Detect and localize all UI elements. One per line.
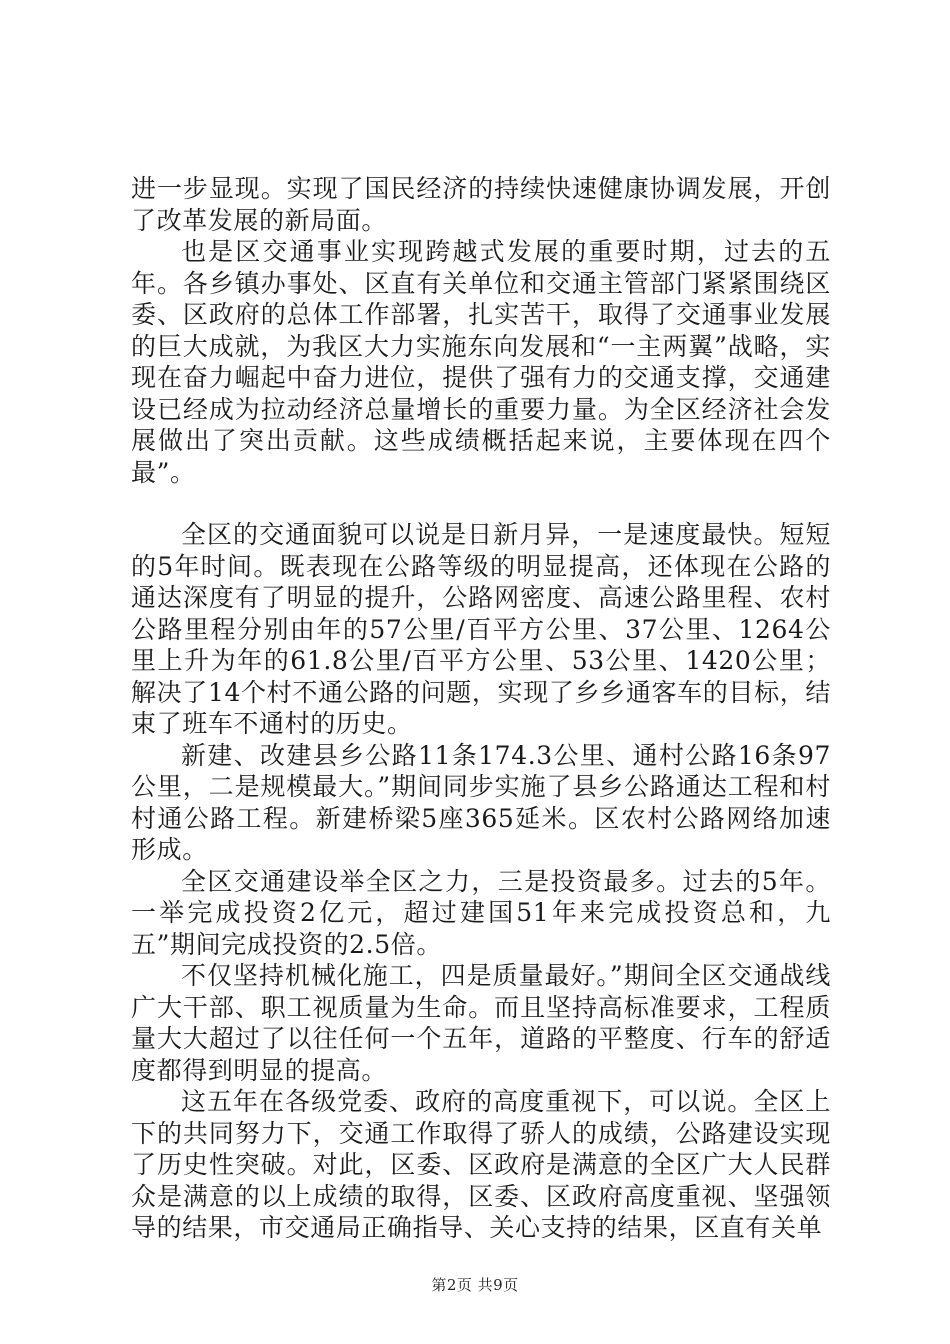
paragraph-3: 全区的交通面貌可以说是日新月异，一是速度最快。短短的5年时间。既表现在公路等级的明显提高，还体现在公路的通达深度有了明显的提升，公路网密度、高速公路里程、农村公路里程分别由年的57公里/百平方公里、37公里、1264公里上升为年的61.8公里/百平方公里、53公里、1420公里；解决了14个村不通公路的问题，实现了乡乡通客车的目标，结束了班车不通村的历史。 (131, 520, 831, 738)
document-body (131, 173, 831, 1244)
page-number-footer: 第2页 共9页 (431, 1276, 519, 1294)
paragraph-4: 新建、改建县乡公路11条174.3公里、通村公路16条97公里，二是规模最大。”期间同步实施了县乡公路通达工程和村村通公路工程。新建桥梁5座365延米。区农村公路网络加速形成。 (131, 740, 831, 864)
paragraph-6: 不仅坚持机械化施工，四是质量最好。”期间全区交通战线广大干部、职工视质量为生命。而且坚持高标准要求，工程质量大大超过了以往任何一个五年，道路的平整度、行车的舒适度都得到明显的提高。 (131, 961, 831, 1085)
paragraph-5: 全区交通建设举全区之力，三是投资最多。过去的5年。一举完成投资2亿元，超过建国51年来完成投资总和，九五”期间完成投资的2.5倍。 (131, 866, 831, 959)
paragraph-2: 也是区交通事业实现跨越式发展的重要时期，过去的五年。各乡镇办事处、区直有关单位和交通主管部门紧紧围绕区委、区政府的总体工作部署，扎实苦干，取得了交通事业发展的巨大成就，为我区大力实施东向发展和“一主两翼”战略，实现在奋力崛起中奋力进位，提供了强有力的交通支撑，交通建设已经成为拉动经济总量增长的重要力量。为全区经济社会发展做出了突出贡献。这些成绩概括起来说，主要体现在四个最”。 (131, 237, 831, 487)
paragraph-1: 进一步显现。实现了国民经济的持续快速健康协调发展，开创了改革发展的新局面。 (131, 174, 831, 235)
paragraph-7: 这五年在各级党委、政府的高度重视下，可以说。全区上下的共同努力下，交通工作取得了骄人的成绩，公路建设实现了历史性突破。对此，区委、区政府是满意的全区广大人民群众是满意的以上成绩的取得，区委、区政府高度重视、坚强领导的结果，市交通局正确指导、关心支持的结果，区直有关单 (131, 1087, 831, 1242)
paragraph-spacer (131, 488, 831, 519)
